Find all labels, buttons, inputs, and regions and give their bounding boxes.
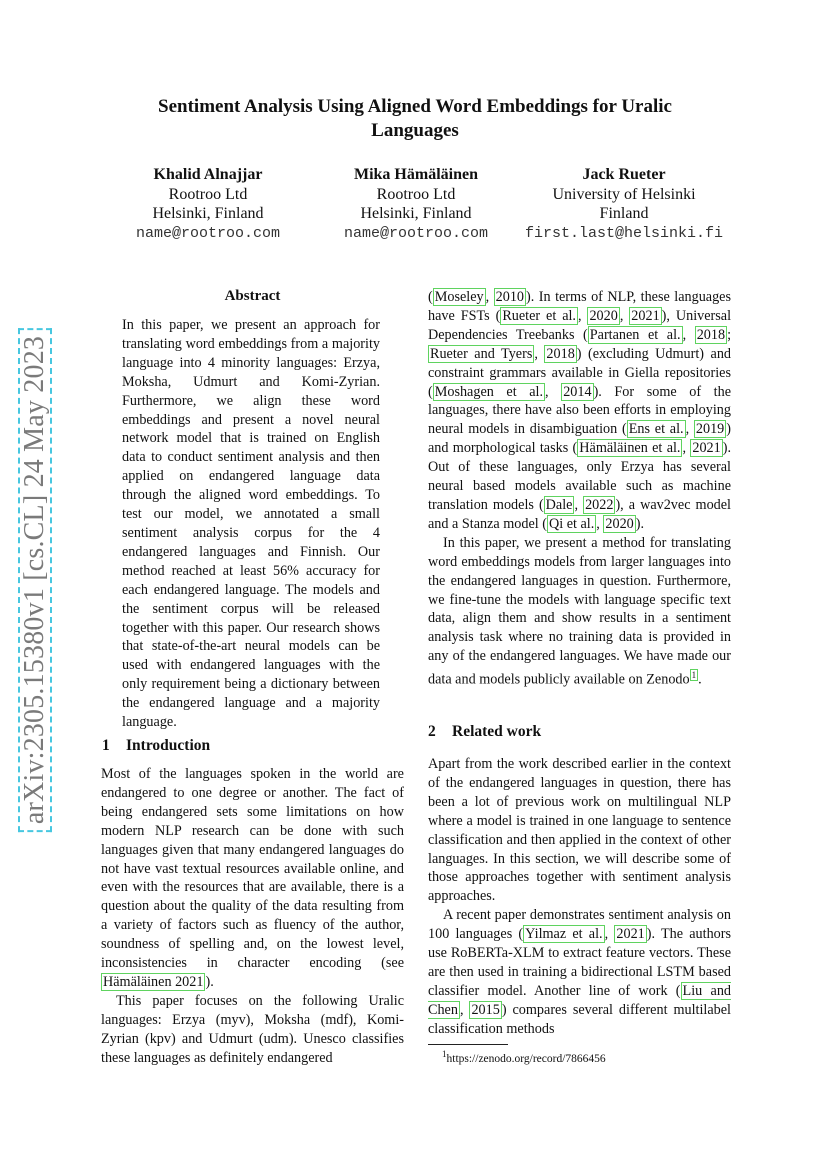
- related-paragraph-2: [428, 906, 731, 1038]
- related-work-text: [428, 755, 731, 1039]
- citation-link[interactable]: 2010: [495, 289, 525, 305]
- section-number: 1: [102, 737, 110, 754]
- arxiv-stamp[interactable]: [20, 330, 50, 830]
- citation-link[interactable]: 2022: [585, 496, 614, 513]
- author-block-3: [508, 165, 740, 243]
- text-run: ) compares several different multilabel classification methods: [428, 1001, 731, 1037]
- text-run: ,: [574, 496, 584, 513]
- text-run: ,: [619, 307, 630, 324]
- text-run: Most of the languages spoken in the world are endangered to one degree or another. The fact of being endangered sets some limitations on how modern NLP research can be done with such languages given that many endangered languages do not have vast textual resources available online, and even with the resources that are available, there is a question about the quality of the data resulting from a variety of factors such as fluency of the author, soundness of spelling and, on the lowest level, inconsistencies in character encoding (see: [101, 766, 404, 972]
- citation-link[interactable]: Dale: [545, 496, 573, 513]
- text-run: ,: [604, 926, 615, 943]
- right-paragraph-0: [428, 288, 731, 534]
- citation-link[interactable]: Rueter and Tyers: [430, 345, 533, 362]
- author-email[interactable]: name@rootroo.com: [343, 224, 489, 242]
- citation-link[interactable]: 2014: [563, 383, 592, 400]
- text-run: ,: [534, 345, 545, 362]
- citation-link[interactable]: Moshagen et al.: [434, 383, 544, 400]
- text-run: ).: [635, 515, 645, 532]
- text-run: ,: [682, 440, 691, 457]
- citation-link[interactable]: 2021: [692, 440, 721, 457]
- intro-paragraph-2: This paper focuses on the following Uralic languages: Erzya (myv), Moksha (mdf), Komi-Zyrian (kpv) and Udmurt (udm). Unesco classifies these languages as definitely endangered: [101, 992, 404, 1066]
- author-affiliation: Rootroo Ltd: [168, 185, 248, 203]
- citation-link[interactable]: 2015: [471, 1001, 500, 1018]
- author-name: Jack Rueter: [582, 166, 666, 183]
- text-run: ). Out of these languages, only Erzya has several neural based models available such as machine translation models (: [428, 440, 732, 513]
- text-run: (: [428, 289, 433, 305]
- text-run: ,: [545, 383, 562, 400]
- text-run: ), Universal Dependencies Treebanks (: [428, 307, 732, 343]
- section-heading-related-work: [428, 723, 541, 741]
- text-run: ,: [459, 1001, 470, 1018]
- author-block-1: [118, 165, 298, 243]
- text-run: ,: [577, 307, 588, 324]
- citation-link[interactable]: Partanen et al.: [589, 326, 681, 343]
- citation-link[interactable]: Rueter et al.: [502, 307, 576, 324]
- intro-text: [101, 765, 404, 1068]
- text-run: .: [698, 671, 702, 688]
- citation-link[interactable]: 2021: [631, 307, 660, 324]
- author-email[interactable]: name@rootroo.com: [135, 224, 281, 242]
- author-block-2: [326, 165, 506, 243]
- text-run: ), a wav2vec model and a Stanza model (: [428, 496, 731, 532]
- text-run: ,: [685, 421, 694, 438]
- author-affiliation: University of Helsinki: [552, 185, 696, 203]
- abstract-paragraph: In this paper, we present an approach for translating word embeddings from a majority language into 4 minority languages: Erzya, Moksha, Udmurt and Komi-Zyrian. Furthermore, we align these word embeddings and present a novel neural network model that is trained on English data to conduct sentiment analysis and then applied on endangered language data through the aligned word embeddings. To test our model, we annotated a small sentiment analysis corpus for the 4 endangered languages and Finnish. Our method reached at least 56% accuracy for each endangered language. The models and the sentiment corpus will be released together with this paper. Our research shows that state-of-the-art neural models can be used with endangered languages with the only requirement being a dictionary between the endangered language and a majority language.: [122, 317, 380, 731]
- author-affiliation: Rootroo Ltd: [376, 185, 456, 203]
- text-run: ).: [205, 973, 214, 990]
- footnote-url[interactable]: https://zenodo.org/record/7866456: [446, 1052, 606, 1065]
- arxiv-id[interactable]: arXiv:2305.15380v1 [cs.CL] 24 May 2023: [18, 328, 52, 832]
- citation-link[interactable]: Hämäläinen et al.: [579, 440, 681, 457]
- intro-paragraph-1: [101, 765, 404, 992]
- text-run: ). For some of the languages, there have also been efforts in employing neural models in disambiguation (: [428, 383, 731, 438]
- citation-link[interactable]: Liu and Chen: [428, 982, 732, 1018]
- right-column-text: [428, 288, 731, 690]
- paper-title: Sentiment Analysis Using Aligned Word Embeddings for Uralic Languages: [158, 96, 672, 141]
- text-run: ,: [485, 289, 494, 305]
- author-name: Mika Hämäläinen: [353, 166, 478, 183]
- footnote-link[interactable]: 1: [691, 670, 697, 681]
- citation-link[interactable]: 2018: [696, 326, 726, 343]
- citation-link[interactable]: Qi et al.: [548, 515, 595, 532]
- section-title: Introduction: [126, 737, 211, 754]
- citation-link[interactable]: 2020: [589, 307, 618, 324]
- text-run: ,: [596, 515, 604, 532]
- footnote-mark: 1: [442, 1049, 447, 1059]
- citation-link[interactable]: Hämäläinen 2021: [103, 973, 204, 990]
- footnote: [442, 1049, 606, 1065]
- section-number: 2: [428, 723, 436, 740]
- text-run: ) (excluding Udmurt) and constraint grammars available in Giella repositories (: [428, 345, 732, 400]
- section-title: Related work: [452, 723, 542, 740]
- related-paragraph-1: Apart from the work described earlier in the context of the endangered languages in question, there has been a lot of previous work on multilingual NLP where a model is trained in one language to sentence classification and then applied in the context of other languages. In this section, we will describe some of those approaches together with sentiment analysis approaches.: [428, 756, 731, 905]
- abstract-heading: Abstract: [224, 288, 281, 304]
- author-location: Helsinki, Finland: [360, 205, 472, 222]
- author-name: Khalid Alnajjar: [153, 166, 263, 183]
- text-run: ). In terms of NLP, these languages have FSTs (: [428, 289, 731, 324]
- text-run: In this paper, we present a method for translating word embeddings models from larger languages into the endangered languages in question. Furthermore, we fine-tune the models with language specific text data, align them and show results in a sentiment analysis task where no training data is provided in any of the endangered languages. We have made our data and models publicly available on Zenodo: [428, 534, 731, 688]
- text-run: ,: [682, 326, 695, 343]
- text-run: ) and morphological tasks (: [428, 421, 731, 457]
- author-location: Finland: [599, 205, 649, 222]
- citation-link[interactable]: Ens et al.: [628, 421, 684, 438]
- right-paragraph-1: [428, 534, 731, 690]
- citation-link[interactable]: Moseley: [434, 289, 484, 305]
- citation-link[interactable]: 2019: [695, 421, 725, 438]
- text-run: A recent paper demonstrates sentiment analysis on 100 languages (: [428, 907, 731, 943]
- citation-link[interactable]: 2020: [605, 515, 634, 532]
- text-run: ;: [727, 326, 732, 343]
- citation-link[interactable]: 2021: [616, 926, 645, 943]
- section-heading-introduction: [102, 737, 210, 755]
- abstract-text: [122, 316, 380, 732]
- citation-link[interactable]: Yilmaz et al.: [525, 926, 603, 943]
- author-location: Helsinki, Finland: [152, 205, 264, 222]
- citation-link[interactable]: 2018: [546, 345, 575, 362]
- author-email[interactable]: first.last@helsinki.fi: [524, 224, 724, 242]
- text-run: ). The authors use RoBERTa-XLM to extract feature vectors. These are then used in training a bidirectional LSTM based classifier model. Another line of work (: [428, 926, 732, 999]
- footnote-rule: [428, 1044, 508, 1045]
